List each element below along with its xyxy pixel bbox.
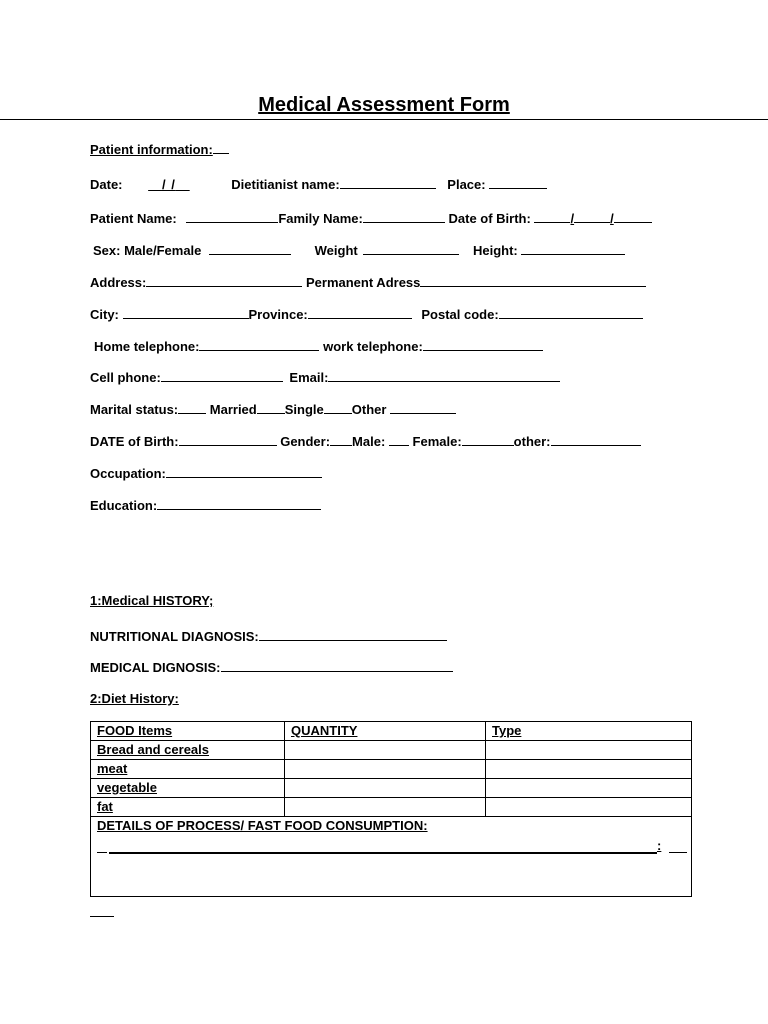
married-label: Married xyxy=(209,402,257,417)
address-field[interactable] xyxy=(146,274,302,287)
details-line[interactable] xyxy=(97,840,685,854)
trailing-line xyxy=(90,916,114,917)
patient-name-row xyxy=(90,210,652,227)
education-label: Education: xyxy=(90,498,158,513)
place-label: Place: xyxy=(447,177,486,192)
occupation-field[interactable] xyxy=(166,465,322,478)
gender-field[interactable] xyxy=(330,433,352,446)
single-field[interactable] xyxy=(324,401,352,414)
date-label: Date: xyxy=(90,177,123,192)
place-field[interactable] xyxy=(489,176,547,189)
permanent-address-field[interactable] xyxy=(420,274,646,287)
details-cell[interactable] xyxy=(91,817,692,897)
date-field[interactable]: / / xyxy=(161,177,176,192)
details-line-start xyxy=(97,852,107,853)
gender-label: Gender: xyxy=(280,434,331,449)
marital-status-field[interactable] xyxy=(178,401,206,414)
marital-row xyxy=(90,401,456,418)
type-cell[interactable] xyxy=(486,779,692,798)
table-row xyxy=(91,760,692,779)
address-label: Address: xyxy=(90,275,147,290)
quantity-cell[interactable] xyxy=(285,741,486,760)
work-telephone-label: work telephone: xyxy=(323,339,423,354)
details-colon: : xyxy=(657,838,662,853)
family-name-label: Family Name: xyxy=(278,211,363,226)
date-of-birth-field[interactable] xyxy=(179,433,277,446)
home-telephone-label: Home telephone: xyxy=(94,339,200,354)
food-item-vegetable: vegetable xyxy=(91,779,285,798)
patient-information-heading: Patient information: xyxy=(90,141,229,158)
weight-label: Weight xyxy=(314,243,358,258)
header-type: Type xyxy=(486,722,692,741)
table-header-row xyxy=(91,722,692,741)
diet-history-heading: 2:Diet History: xyxy=(90,691,179,706)
medical-history-heading: 1:Medical HISTORY; xyxy=(90,593,214,608)
form-title: Medical Assessment Form xyxy=(0,94,768,120)
table-row xyxy=(91,798,692,817)
details-line-main xyxy=(109,852,657,854)
cell-phone-label: Cell phone: xyxy=(90,370,161,385)
occupation-row xyxy=(90,465,322,482)
date-of-birth-label: DATE of Birth: xyxy=(90,434,179,449)
diet-history-table xyxy=(90,721,692,897)
telephone-row xyxy=(94,338,543,355)
male-field[interactable] xyxy=(389,433,409,446)
work-telephone-field[interactable] xyxy=(423,338,543,351)
email-field[interactable] xyxy=(328,369,560,382)
food-item-meat: meat xyxy=(91,760,285,779)
education-row xyxy=(90,497,321,514)
married-field[interactable] xyxy=(257,401,285,414)
single-label: Single xyxy=(284,402,324,417)
header-food-items: FOOD Items xyxy=(91,722,285,741)
patient-name-field[interactable] xyxy=(186,210,278,223)
female-label: Female: xyxy=(412,434,462,449)
marital-status-label: Marital status: xyxy=(90,402,179,417)
city-field[interactable] xyxy=(123,306,249,319)
dob-slash-1: / xyxy=(570,211,575,226)
sex-row xyxy=(93,242,625,259)
details-label: DETAILS OF PROCESS/ FAST FOOD CONSUMPTION: xyxy=(97,818,428,833)
other-field[interactable] xyxy=(390,401,456,414)
details-row xyxy=(91,817,692,897)
dob2-row xyxy=(90,433,641,450)
cell-row xyxy=(90,369,560,386)
nutritional-diagnosis-field[interactable] xyxy=(259,628,447,641)
dob-year-field[interactable] xyxy=(614,210,652,223)
family-name-field[interactable] xyxy=(363,210,445,223)
postal-code-field[interactable] xyxy=(499,306,643,319)
food-item-bread-cereals: Bread and cereals xyxy=(91,741,285,760)
dob-day-field[interactable] xyxy=(534,210,570,223)
male-label: Male: xyxy=(352,434,386,449)
table-row xyxy=(91,741,692,760)
medical-diagnosis-label: MEDICAL DIGNOSIS: xyxy=(90,660,221,675)
table-row xyxy=(91,779,692,798)
quantity-cell[interactable] xyxy=(285,779,486,798)
dietitian-field[interactable] xyxy=(340,176,436,189)
medical-diagnosis-row xyxy=(90,659,453,676)
occupation-label: Occupation: xyxy=(90,466,166,481)
dietitian-label: Dietitianist name: xyxy=(231,177,340,192)
cell-phone-field[interactable] xyxy=(161,369,283,382)
other-label: Other xyxy=(351,402,387,417)
email-label: Email: xyxy=(289,370,329,385)
type-cell[interactable] xyxy=(486,798,692,817)
postal-code-label: Postal code: xyxy=(421,307,499,322)
city-label: City: xyxy=(90,307,119,322)
patient-name-label: Patient Name: xyxy=(90,211,177,226)
other-gender-field[interactable] xyxy=(551,433,641,446)
sex-field[interactable] xyxy=(209,242,291,255)
education-field[interactable] xyxy=(157,497,321,510)
permanent-address-label: Permanent Adress xyxy=(305,275,421,290)
other-gender-label: other: xyxy=(513,434,551,449)
weight-field[interactable] xyxy=(363,242,459,255)
home-telephone-field[interactable] xyxy=(199,338,319,351)
province-label: Province: xyxy=(248,307,308,322)
food-item-fat: fat xyxy=(91,798,285,817)
dob-label: Date of Birth: xyxy=(448,211,531,226)
height-field[interactable] xyxy=(521,242,625,255)
province-field[interactable] xyxy=(308,306,412,319)
type-cell[interactable] xyxy=(486,741,692,760)
medical-diagnosis-field[interactable] xyxy=(221,659,453,672)
height-label: Height: xyxy=(472,243,518,258)
sex-label: Sex: Male/Female xyxy=(93,243,202,258)
date-row xyxy=(90,176,547,193)
details-line-end xyxy=(669,852,687,853)
header-quantity: QUANTITY xyxy=(285,722,486,741)
address-row xyxy=(90,274,646,291)
nutritional-diagnosis-label: NUTRITIONAL DIAGNOSIS: xyxy=(90,629,259,644)
type-cell[interactable] xyxy=(486,760,692,779)
nutritional-diagnosis-row xyxy=(90,628,447,645)
dob-month-field[interactable] xyxy=(574,210,610,223)
city-row xyxy=(90,306,643,323)
quantity-cell[interactable] xyxy=(285,760,486,779)
female-field[interactable] xyxy=(462,433,514,446)
dob-slash-2: / xyxy=(610,211,614,226)
quantity-cell[interactable] xyxy=(285,798,486,817)
